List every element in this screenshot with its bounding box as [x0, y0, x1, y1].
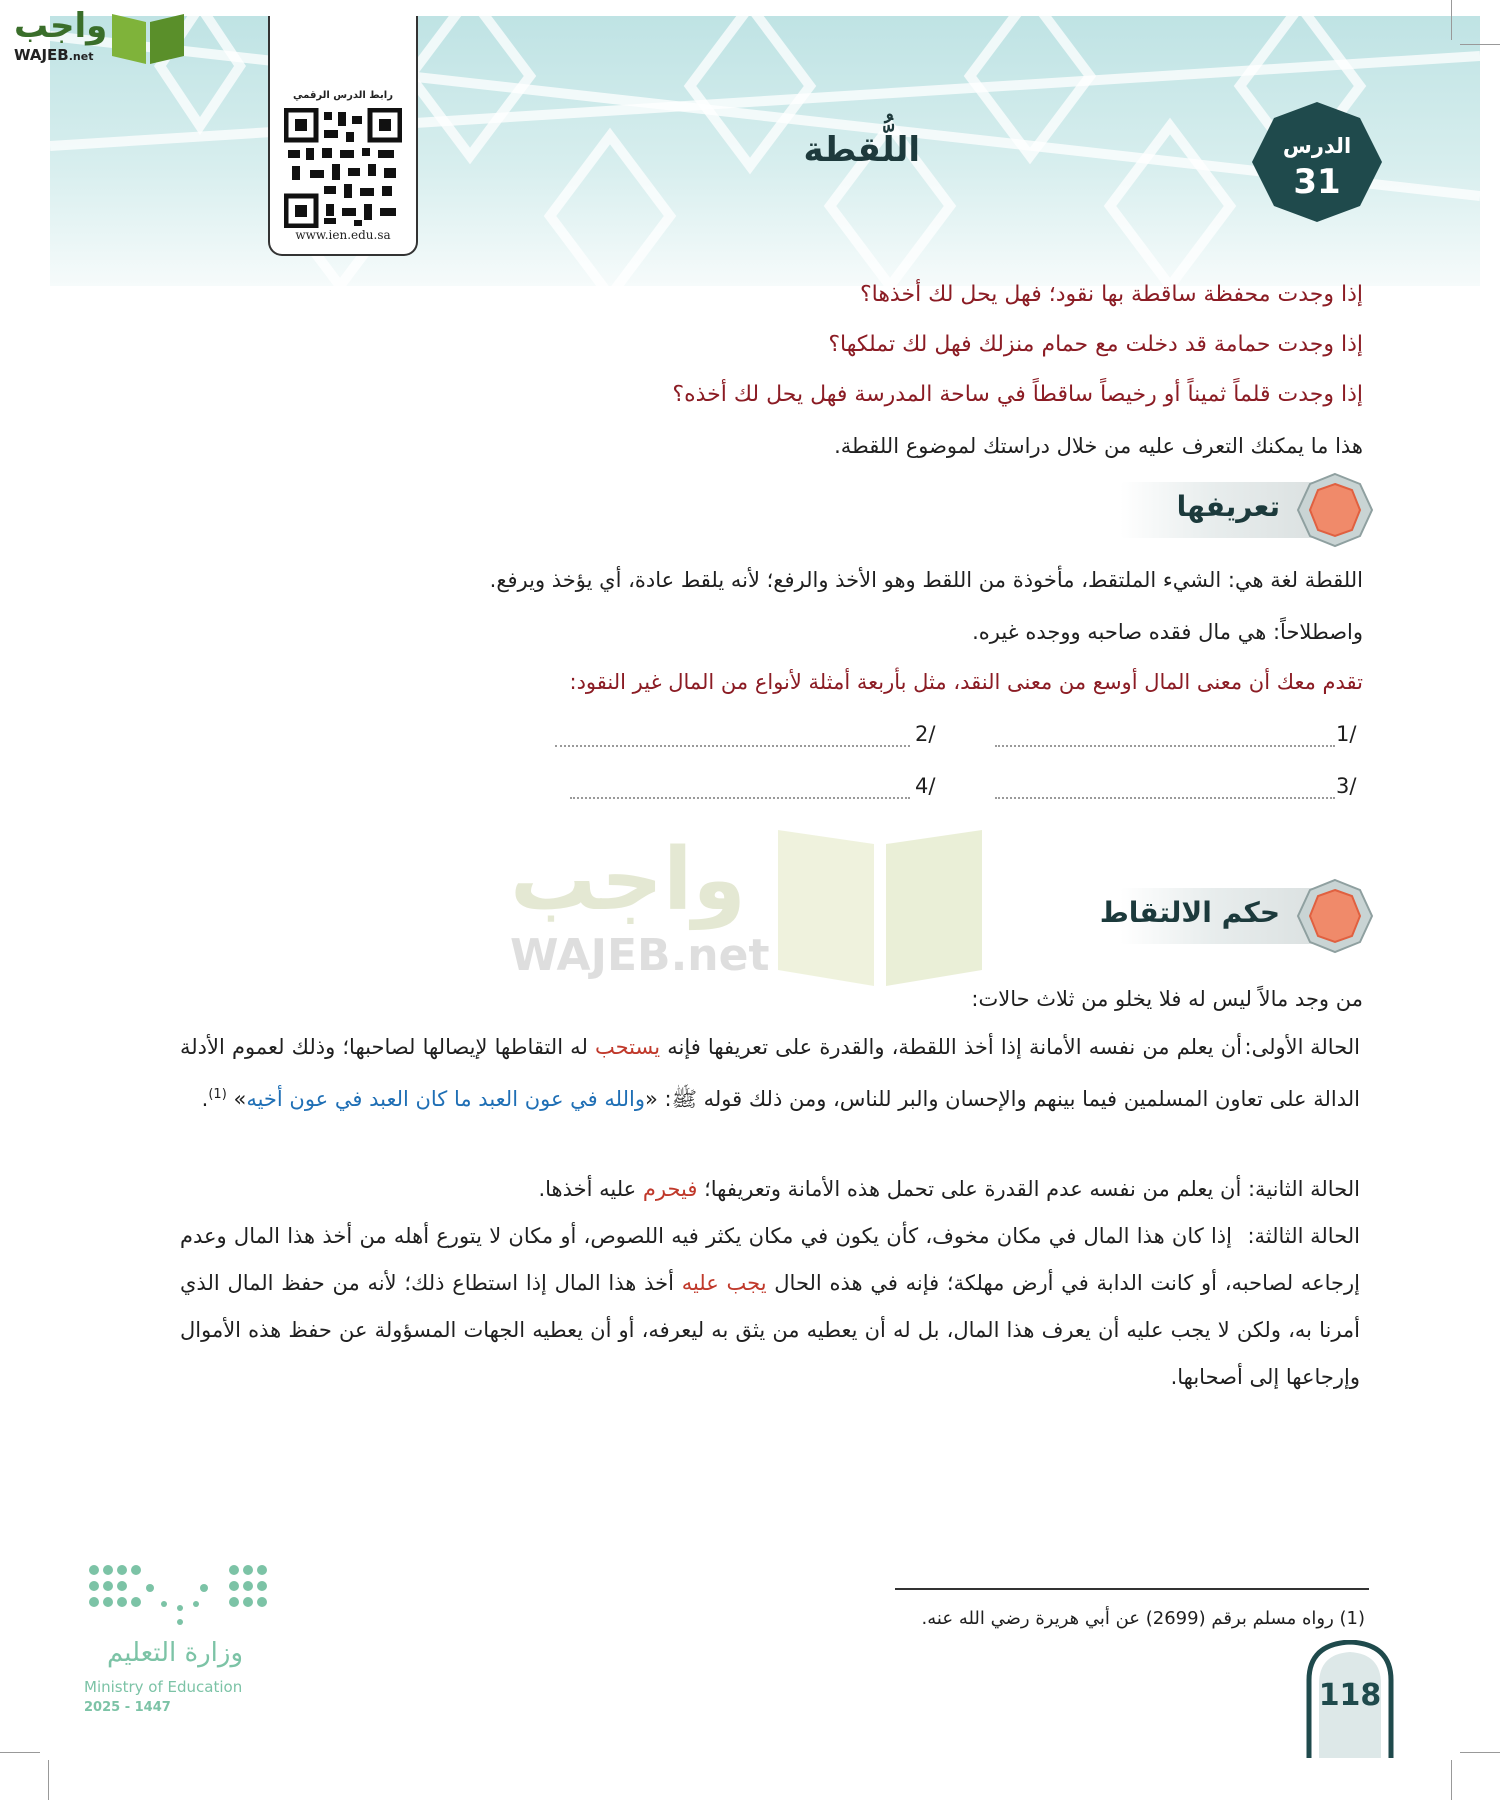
section-title-ruling: حكم الالتقاط [1099, 896, 1280, 929]
qr-code-icon [284, 108, 402, 228]
case3-label: الحالة الثالثة: [1247, 1224, 1360, 1248]
watermark-book-icon [770, 810, 990, 990]
section-heading-definition [1120, 470, 1380, 550]
octagon-icon [1290, 876, 1380, 956]
case1-part3: » [233, 1087, 247, 1111]
crop-mark [1451, 0, 1452, 40]
ministry-english: Ministry of Education [84, 1678, 243, 1696]
blank-line-4[interactable] [570, 797, 910, 799]
section-heading-ruling [1099, 876, 1380, 956]
case3-highlight: يجب عليه [681, 1271, 767, 1295]
blank-line-2[interactable] [555, 745, 910, 747]
case2-text [180, 1166, 1360, 1213]
lesson-number: 31 [1293, 162, 1341, 202]
case3-part1: إذا كان هذا المال في مكان مخوف، كأن يكون في مكان يكثر فيه اللصوص، أو مكان لا يتورع أهله من أخذ هذا المال وعدم إرجاعه لصاحبه، أو كانت الدابة في أرض مهلكة؛ فإنه في هذه الحال [180, 1224, 1361, 1295]
exercise-prompt: تقدم معك أن معنى المال أوسع من معنى النقد، مثل بأربعة أمثلة لأنواع من المال غير النقود: [569, 670, 1363, 694]
lesson-label: الدرس [1282, 134, 1352, 158]
crop-mark [1460, 44, 1500, 45]
wajeb-logo [8, 6, 188, 66]
case1-hadith: والله في عون العبد ما كان العبد في عون أخيه [246, 1087, 645, 1111]
logo-latin: WAJEB.net [14, 46, 94, 64]
ministry-year: 2025 - 1447 [84, 1700, 171, 1715]
definition-technical: واصطلاحاً: هي مال فقده صاحبه ووجده غيره. [972, 620, 1363, 644]
ministry-dots-icon [84, 1560, 274, 1630]
ruling-intro: من وجد مالاً ليس له فلا يخلو من ثلاث حالات: [971, 987, 1363, 1011]
case3-text [180, 1213, 1360, 1401]
blank-line-3[interactable] [995, 797, 1335, 799]
watermark-arabic: واجب [510, 830, 746, 930]
blank-label-3: 3/ [1336, 774, 1357, 798]
case3-part2: أخذ هذا المال إذا استطاع ذلك؛ لأنه من حفظ المال الذي أمرنا به، ولكن لا يجب عليه أن يعرف هذا المال، بل له أن يعطيه من يثق به ليعرفه، أو أن يعطيه الجهات المسؤولة عن حفظ هذه الأموال وإرجاعها إلى أصحابها. [180, 1271, 1360, 1389]
page-number-badge [1305, 1640, 1395, 1758]
section-title-definition: تعريفها [1176, 490, 1280, 523]
case1-text [180, 1024, 1360, 1123]
qr-label: رابط الدرس الرقمي [293, 90, 393, 101]
blank-label-4: 4/ [915, 774, 936, 798]
footnote-ref: (1) [208, 1087, 227, 1102]
blank-label-1: 1/ [1336, 722, 1357, 746]
blank-line-1[interactable] [995, 745, 1335, 747]
watermark-latin: WAJEB.net [510, 930, 770, 981]
book-icon [108, 6, 188, 66]
crop-mark [48, 1760, 49, 1800]
lesson-badge [1250, 100, 1384, 224]
qr-url: www.ien.edu.sa [295, 228, 391, 242]
case1-part1: أن يعلم من نفسه الأمانة إذا أخذ اللقطة، والقدرة على تعريفها فإنه [660, 1035, 1243, 1059]
page-number: 118 [1318, 1678, 1382, 1713]
question-3: إذا وجدت قلماً ثميناً أو رخيصاً ساقطاً في ساحة المدرسة فهل يحل لك أخذه؟ [672, 382, 1363, 407]
watermark [500, 810, 1000, 990]
definition-linguistic: اللقطة لغة هي: الشيء الملتقط، مأخوذة من اللقط وهو الأخذ والرفع؛ لأنه يلقط عادة، أي يؤخذ ويرفع. [489, 568, 1363, 592]
case1-label: الحالة الأولى: [1244, 1035, 1360, 1059]
logo-arabic: واجب [14, 6, 108, 46]
case2-highlight: فيحرم [642, 1177, 698, 1201]
crop-mark [0, 1752, 40, 1753]
case1-part2: له التقاطها لإيصالها لصاحبها؛ وذلك لعموم الأدلة الدالة على تعاون المسلمين فيما بينهم والإحسان والبر للناس، ومن ذلك قوله ﷺ: « [180, 1035, 1360, 1111]
case2-part1: أن يعلم من نفسه عدم القدرة على تحمل هذه الأمانة وتعريفها؛ [697, 1177, 1242, 1201]
blank-label-2: 2/ [915, 722, 936, 746]
case2-label: الحالة الثانية: [1247, 1177, 1360, 1201]
octagon-icon [1290, 470, 1380, 550]
footnote-divider [895, 1588, 1369, 1590]
question-1: إذا وجدت محفظة ساقطة بها نقود؛ فهل يحل لك أخذها؟ [859, 282, 1363, 307]
intro-text: هذا ما يمكنك التعرف عليه من خلال دراستك لموضوع اللقطة. [834, 434, 1363, 458]
case2-part2: عليه أخذها. [538, 1177, 643, 1201]
lesson-title: اللُّقطة [803, 130, 920, 170]
crop-mark [1451, 1760, 1452, 1800]
case1-end: . [201, 1087, 209, 1111]
case1-highlight: يستحب [595, 1035, 661, 1059]
qr-card[interactable] [268, 16, 418, 256]
ministry-arabic: وزارة التعليم [106, 1638, 244, 1668]
ministry-logo [80, 1560, 280, 1730]
crop-mark [1460, 1752, 1500, 1753]
footnote-text: (1) رواه مسلم برقم (2699) عن أبي هريرة رضي الله عنه. [921, 1608, 1365, 1629]
question-2: إذا وجدت حمامة قد دخلت مع حمام منزلك فهل لك تملكها؟ [828, 332, 1363, 357]
